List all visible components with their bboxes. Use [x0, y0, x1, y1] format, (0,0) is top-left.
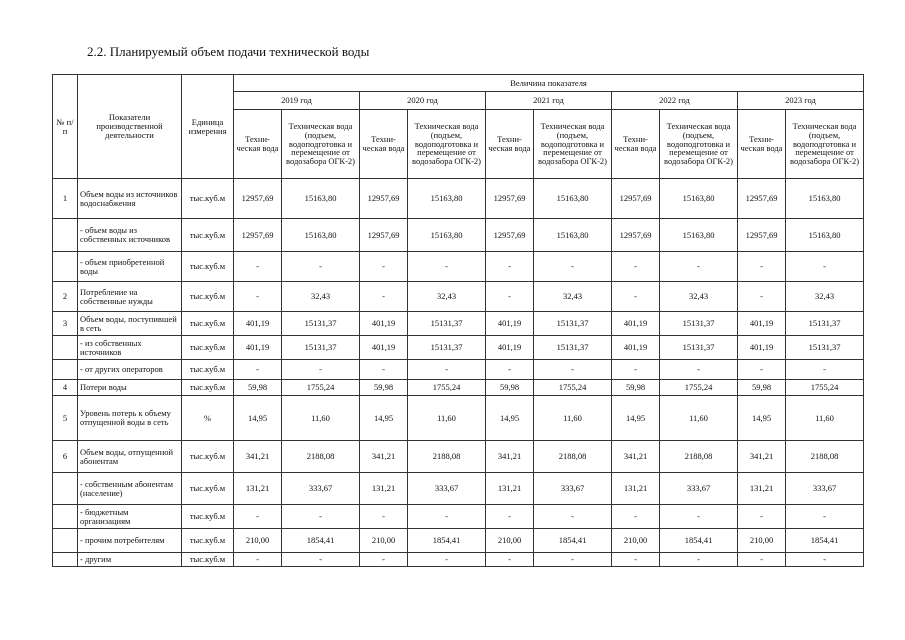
cell-technical-water: 401,19 [486, 312, 534, 336]
cell-technical-water-ogk2: - [534, 252, 612, 282]
table-row [53, 380, 864, 396]
row-number [53, 360, 78, 380]
cell-technical-water: - [234, 553, 282, 567]
row-unit: тыс.куб.м [182, 360, 234, 380]
cell-technical-water: 12957,69 [486, 179, 534, 219]
cell-technical-water-ogk2: 15131,37 [660, 312, 738, 336]
section-title: 2.2. Планируемый объем подачи технической воды [87, 44, 370, 59]
cell-technical-water: - [234, 252, 282, 282]
cell-technical-water-ogk2: 1755,24 [282, 380, 360, 396]
row-label: - другим [78, 553, 182, 567]
cell-technical-water: 341,21 [612, 441, 660, 473]
header-technical-water: Техни-ческая вода [612, 110, 660, 179]
cell-technical-water: 131,21 [360, 473, 408, 505]
cell-technical-water-ogk2: 333,67 [660, 473, 738, 505]
row-number [53, 252, 78, 282]
cell-technical-water: 401,19 [234, 336, 282, 360]
cell-technical-water-ogk2: 1854,41 [786, 529, 864, 553]
cell-technical-water-ogk2: 15131,37 [282, 336, 360, 360]
cell-technical-water-ogk2: 15163,80 [786, 219, 864, 252]
cell-technical-water: - [612, 360, 660, 380]
row-label: - объем воды из собственных источников [78, 219, 182, 252]
cell-technical-water: 210,00 [612, 529, 660, 553]
cell-technical-water: - [612, 553, 660, 567]
row-label: - от других операторов [78, 360, 182, 380]
cell-technical-water: 59,98 [612, 380, 660, 396]
row-unit: тыс.куб.м [182, 553, 234, 567]
cell-technical-water: 12957,69 [360, 219, 408, 252]
row-number [53, 473, 78, 505]
row-label: Объем воды из источников водоснабжения [78, 179, 182, 219]
cell-technical-water: - [738, 553, 786, 567]
cell-technical-water-ogk2: 15131,37 [534, 312, 612, 336]
cell-technical-water: 12957,69 [234, 219, 282, 252]
row-unit: тыс.куб.м [182, 219, 234, 252]
row-label: - объем приобретенной воды [78, 252, 182, 282]
cell-technical-water-ogk2: 1854,41 [660, 529, 738, 553]
cell-technical-water-ogk2: 11,60 [282, 396, 360, 441]
cell-technical-water: 131,21 [486, 473, 534, 505]
cell-technical-water: - [738, 360, 786, 380]
cell-technical-water: 14,95 [360, 396, 408, 441]
cell-technical-water-ogk2: - [534, 505, 612, 529]
cell-technical-water: 341,21 [360, 441, 408, 473]
cell-technical-water-ogk2: - [408, 505, 486, 529]
cell-technical-water: - [234, 505, 282, 529]
cell-technical-water: 12957,69 [612, 179, 660, 219]
cell-technical-water: 341,21 [486, 441, 534, 473]
header-year: 2023 год [738, 92, 864, 110]
row-label: - прочим потребителям [78, 529, 182, 553]
header-year: 2022 год [612, 92, 738, 110]
cell-technical-water: 131,21 [234, 473, 282, 505]
row-label: Потребление на собственные нужды [78, 282, 182, 312]
row-unit: тыс.куб.м [182, 252, 234, 282]
cell-technical-water-ogk2: 333,67 [534, 473, 612, 505]
cell-technical-water-ogk2: 1854,41 [408, 529, 486, 553]
cell-technical-water: - [360, 553, 408, 567]
cell-technical-water-ogk2: 15131,37 [408, 312, 486, 336]
cell-technical-water: - [612, 282, 660, 312]
table-row [53, 529, 864, 553]
cell-technical-water: - [486, 505, 534, 529]
row-label: - собственным абонентам (население) [78, 473, 182, 505]
cell-technical-water-ogk2: - [534, 360, 612, 380]
cell-technical-water: 12957,69 [738, 179, 786, 219]
cell-technical-water-ogk2: 15163,80 [282, 179, 360, 219]
cell-technical-water-ogk2: 11,60 [408, 396, 486, 441]
header-technical-water-ogk2: Техническая вода (подъем, водоподготовка и перемещение от водозабора ОГК-2) [282, 110, 360, 179]
cell-technical-water-ogk2: 333,67 [408, 473, 486, 505]
cell-technical-water-ogk2: - [534, 553, 612, 567]
cell-technical-water-ogk2: 15163,80 [660, 179, 738, 219]
cell-technical-water-ogk2: 32,43 [408, 282, 486, 312]
header-technical-water: Техни-ческая вода [234, 110, 282, 179]
header-technical-water-ogk2: Техническая вода (подъем, водоподготовка и перемещение от водозабора ОГК-2) [534, 110, 612, 179]
cell-technical-water: - [360, 360, 408, 380]
header-technical-water: Техни-ческая вода [486, 110, 534, 179]
cell-technical-water-ogk2: - [786, 553, 864, 567]
cell-technical-water-ogk2: 15131,37 [534, 336, 612, 360]
cell-technical-water-ogk2: - [408, 360, 486, 380]
cell-technical-water-ogk2: 15163,80 [282, 219, 360, 252]
cell-technical-water-ogk2: 2188,08 [408, 441, 486, 473]
cell-technical-water: - [360, 282, 408, 312]
row-number: 5 [53, 396, 78, 441]
cell-technical-water-ogk2: 2188,08 [282, 441, 360, 473]
table-row [53, 252, 864, 282]
cell-technical-water: 401,19 [612, 312, 660, 336]
cell-technical-water-ogk2: 15163,80 [408, 179, 486, 219]
header-year: 2020 год [360, 92, 486, 110]
cell-technical-water: 12957,69 [360, 179, 408, 219]
cell-technical-water-ogk2: 11,60 [660, 396, 738, 441]
row-label: - бюджетным организациям [78, 505, 182, 529]
row-unit: % [182, 396, 234, 441]
row-unit: тыс.куб.м [182, 312, 234, 336]
cell-technical-water: 210,00 [738, 529, 786, 553]
cell-technical-water: 12957,69 [612, 219, 660, 252]
cell-technical-water: 59,98 [234, 380, 282, 396]
cell-technical-water: 210,00 [234, 529, 282, 553]
cell-technical-water-ogk2: 15131,37 [408, 336, 486, 360]
cell-technical-water: 12957,69 [738, 219, 786, 252]
row-number [53, 553, 78, 567]
cell-technical-water-ogk2: - [408, 252, 486, 282]
cell-technical-water: 341,21 [234, 441, 282, 473]
table-row [53, 553, 864, 567]
cell-technical-water-ogk2: 32,43 [660, 282, 738, 312]
cell-technical-water: 401,19 [486, 336, 534, 360]
row-number: 4 [53, 380, 78, 396]
header-technical-water: Техни-ческая вода [360, 110, 408, 179]
cell-technical-water-ogk2: - [282, 553, 360, 567]
header-value-group: Величина показателя [234, 75, 864, 92]
row-number: 1 [53, 179, 78, 219]
cell-technical-water: 59,98 [738, 380, 786, 396]
cell-technical-water: 14,95 [486, 396, 534, 441]
row-unit: тыс.куб.м [182, 179, 234, 219]
row-label: Объем воды, отпущенной абонентам [78, 441, 182, 473]
cell-technical-water-ogk2: 2188,08 [660, 441, 738, 473]
cell-technical-water-ogk2: - [786, 360, 864, 380]
cell-technical-water-ogk2: 1755,24 [408, 380, 486, 396]
header-unit: Единица измерения [182, 75, 234, 179]
cell-technical-water: 59,98 [486, 380, 534, 396]
header-year: 2019 год [234, 92, 360, 110]
cell-technical-water-ogk2: 1755,24 [534, 380, 612, 396]
row-number: 2 [53, 282, 78, 312]
cell-technical-water-ogk2: 333,67 [282, 473, 360, 505]
cell-technical-water-ogk2: 32,43 [786, 282, 864, 312]
cell-technical-water-ogk2: 32,43 [282, 282, 360, 312]
table-row [53, 473, 864, 505]
cell-technical-water: - [738, 252, 786, 282]
cell-technical-water-ogk2: - [660, 553, 738, 567]
cell-technical-water: 14,95 [234, 396, 282, 441]
cell-technical-water-ogk2: 15131,37 [786, 312, 864, 336]
cell-technical-water: 131,21 [612, 473, 660, 505]
cell-technical-water: 210,00 [360, 529, 408, 553]
table-row [53, 441, 864, 473]
row-unit: тыс.куб.м [182, 282, 234, 312]
cell-technical-water-ogk2: 15163,80 [786, 179, 864, 219]
cell-technical-water: 401,19 [360, 312, 408, 336]
cell-technical-water: 14,95 [738, 396, 786, 441]
header-technical-water: Техни-ческая вода [738, 110, 786, 179]
header-year: 2021 год [486, 92, 612, 110]
table-row [53, 179, 864, 219]
row-number [53, 219, 78, 252]
table-row [53, 282, 864, 312]
cell-technical-water: 401,19 [360, 336, 408, 360]
cell-technical-water-ogk2: 333,67 [786, 473, 864, 505]
row-number [53, 336, 78, 360]
cell-technical-water: - [360, 252, 408, 282]
cell-technical-water: 59,98 [360, 380, 408, 396]
header-technical-water-ogk2: Техническая вода (подъем, водоподготовка и перемещение от водозабора ОГК-2) [408, 110, 486, 179]
table-row [53, 336, 864, 360]
cell-technical-water: 401,19 [738, 312, 786, 336]
cell-technical-water: 341,21 [738, 441, 786, 473]
row-number [53, 529, 78, 553]
cell-technical-water: 131,21 [738, 473, 786, 505]
row-unit: тыс.куб.м [182, 529, 234, 553]
cell-technical-water-ogk2: - [660, 505, 738, 529]
cell-technical-water: 12957,69 [234, 179, 282, 219]
cell-technical-water: 401,19 [612, 336, 660, 360]
table-row [53, 505, 864, 529]
cell-technical-water-ogk2: 11,60 [786, 396, 864, 441]
row-number: 6 [53, 441, 78, 473]
cell-technical-water: 12957,69 [486, 219, 534, 252]
cell-technical-water-ogk2: - [282, 505, 360, 529]
cell-technical-water-ogk2: - [282, 252, 360, 282]
table-row [53, 219, 864, 252]
row-unit: тыс.куб.м [182, 505, 234, 529]
table-row [53, 396, 864, 441]
row-label: Объем воды, поступившей в сеть [78, 312, 182, 336]
cell-technical-water-ogk2: 15163,80 [660, 219, 738, 252]
cell-technical-water: 210,00 [486, 529, 534, 553]
row-unit: тыс.куб.м [182, 336, 234, 360]
cell-technical-water: - [612, 252, 660, 282]
header-technical-water-ogk2: Техническая вода (подъем, водоподготовка и перемещение от водозабора ОГК-2) [660, 110, 738, 179]
water-supply-table [52, 74, 864, 567]
row-label: Потери воды [78, 380, 182, 396]
row-label: - из собственных источников [78, 336, 182, 360]
header-num: № п/п [53, 75, 78, 179]
cell-technical-water-ogk2: - [660, 252, 738, 282]
row-unit: тыс.куб.м [182, 441, 234, 473]
row-unit: тыс.куб.м [182, 473, 234, 505]
cell-technical-water-ogk2: 15163,80 [534, 219, 612, 252]
cell-technical-water-ogk2: 15163,80 [534, 179, 612, 219]
table-row [53, 312, 864, 336]
cell-technical-water: - [486, 553, 534, 567]
cell-technical-water-ogk2: 2188,08 [534, 441, 612, 473]
cell-technical-water-ogk2: 15163,80 [408, 219, 486, 252]
cell-technical-water: 401,19 [234, 312, 282, 336]
cell-technical-water: - [234, 282, 282, 312]
row-label: Уровень потерь к объему отпущенной воды в сеть [78, 396, 182, 441]
cell-technical-water: - [738, 505, 786, 529]
header-technical-water-ogk2: Техническая вода (подъем, водоподготовка и перемещение от водозабора ОГК-2) [786, 110, 864, 179]
cell-technical-water-ogk2: 1854,41 [534, 529, 612, 553]
cell-technical-water-ogk2: 2188,08 [786, 441, 864, 473]
cell-technical-water: - [486, 360, 534, 380]
row-number [53, 505, 78, 529]
cell-technical-water: 401,19 [738, 336, 786, 360]
cell-technical-water: - [738, 282, 786, 312]
cell-technical-water: 14,95 [612, 396, 660, 441]
cell-technical-water-ogk2: 1755,24 [660, 380, 738, 396]
cell-technical-water-ogk2: 1854,41 [282, 529, 360, 553]
cell-technical-water-ogk2: 11,60 [534, 396, 612, 441]
cell-technical-water-ogk2: - [660, 360, 738, 380]
row-number: 3 [53, 312, 78, 336]
cell-technical-water-ogk2: - [408, 553, 486, 567]
cell-technical-water: - [234, 360, 282, 380]
cell-technical-water-ogk2: 15131,37 [786, 336, 864, 360]
cell-technical-water: - [486, 282, 534, 312]
table-row [53, 360, 864, 380]
cell-technical-water-ogk2: 32,43 [534, 282, 612, 312]
cell-technical-water-ogk2: - [786, 505, 864, 529]
cell-technical-water-ogk2: 15131,37 [282, 312, 360, 336]
header-indicator: Показатели производственной деятельности [78, 75, 182, 179]
row-unit: тыс.куб.м [182, 380, 234, 396]
cell-technical-water: - [360, 505, 408, 529]
cell-technical-water-ogk2: - [786, 252, 864, 282]
cell-technical-water-ogk2: 15131,37 [660, 336, 738, 360]
cell-technical-water: - [612, 505, 660, 529]
cell-technical-water-ogk2: - [282, 360, 360, 380]
cell-technical-water-ogk2: 1755,24 [786, 380, 864, 396]
cell-technical-water: - [486, 252, 534, 282]
